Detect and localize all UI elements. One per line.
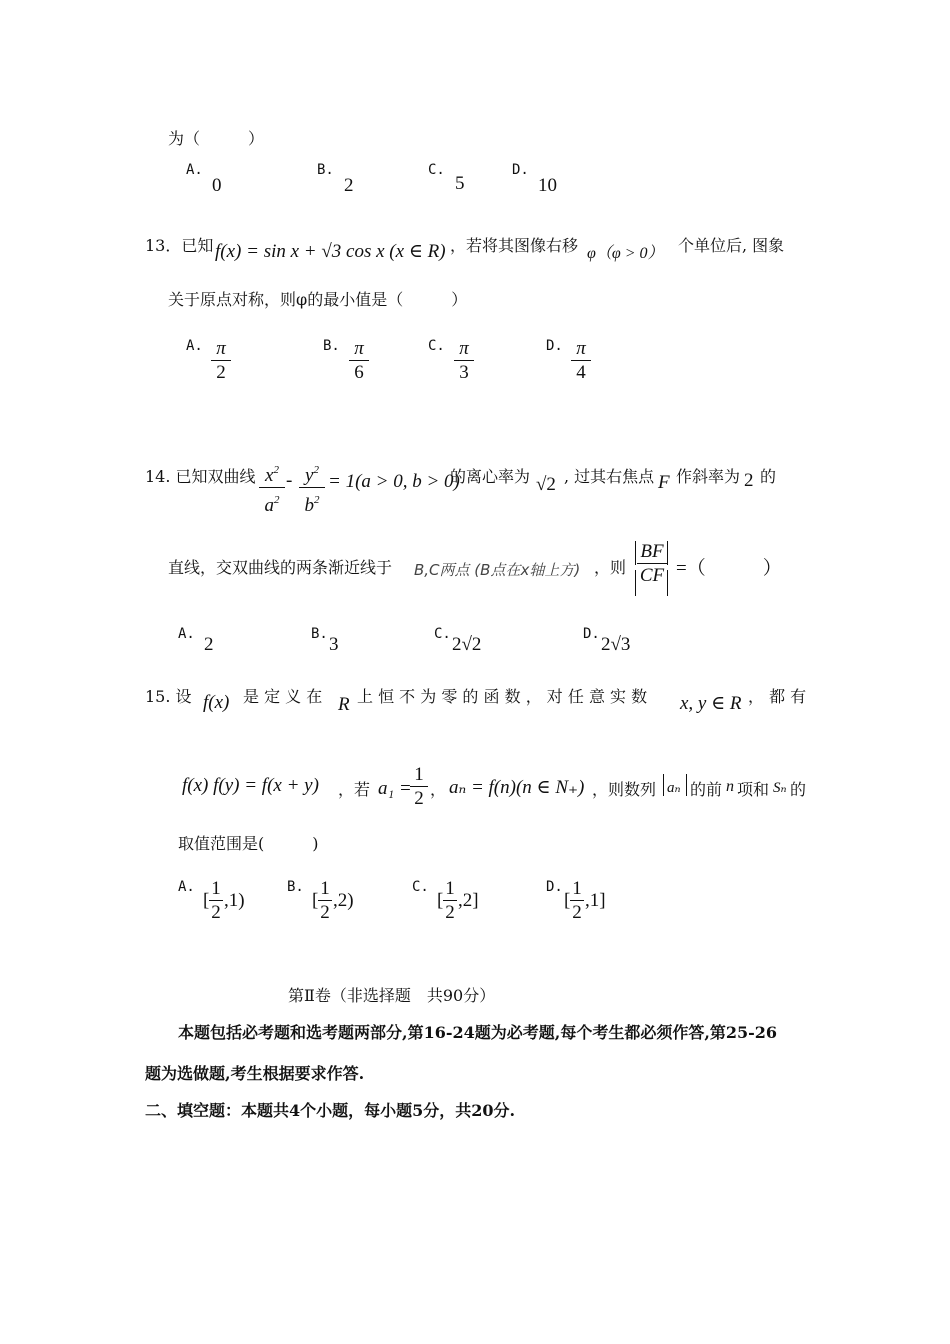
q14-option-d-label: D. [583, 626, 600, 642]
q15-option-c: ,2] [458, 890, 479, 911]
q14-option-b-label: B. [311, 626, 328, 642]
q13-option-c-label: C. [428, 338, 445, 354]
q15-ruo: ，若 [338, 780, 371, 799]
q14-points: B,C两点 (B点在x轴上方) [414, 561, 581, 579]
q15-option-d: ,1] [585, 890, 606, 911]
q15-seq-label: ，则数列 [592, 780, 657, 799]
q15-a1-value: $\frac{1}{2}$ [410, 764, 428, 811]
q14-line2: 直线，交双曲线的两条渐近线于 [168, 558, 393, 577]
q15-number: 15. 设 [145, 687, 192, 706]
q14-option-b: 3 [329, 634, 339, 655]
q15-desc: 上 恒 不 为 零 的 函 数 ， 对 任 意 实 数 [357, 687, 648, 706]
q15-a1: a₁ = [378, 778, 412, 799]
section-desc-line1: 本题包括必考题和选考题两部分,第16-24题为必考题,每个考生都必须作答,第25-26 [178, 1023, 778, 1042]
q14-option-d: 2√3 [601, 634, 631, 655]
q14-F: F [658, 472, 670, 493]
q15-front: 的前 [690, 780, 723, 799]
q15-option-c-open: [ [437, 890, 444, 911]
q14-then: ，则 [594, 558, 627, 577]
q13-option-d: $\frac{\pi}{4}$ [571, 338, 591, 385]
q13-option-c: $\frac{\pi}{3}$ [454, 338, 474, 385]
q14-option-a: 2 [204, 634, 214, 655]
q13-option-d-label: D. [546, 338, 563, 354]
q13-phi: φ（φ > 0） [587, 245, 664, 262]
q12-option-d: 10 [538, 175, 557, 196]
q15-option-b-label: B. [287, 879, 304, 895]
q13-line2: 关于原点对称，则φ的最小值是（ ） [168, 290, 468, 309]
q13-option-a-label: A. [186, 338, 203, 354]
q15-all: ， 都 有 [748, 687, 807, 706]
q14-focus: , 过其右焦点 [564, 467, 655, 486]
q15-n: n [726, 778, 734, 795]
q15-option-a: ,1) [224, 890, 245, 911]
q14-ratio: $\frac{BF}{CF}$ [637, 541, 667, 588]
q14-option-c-label: C. [434, 626, 451, 642]
q15-option-a-label: A. [178, 879, 195, 895]
q12-option-d-label: D. [512, 162, 529, 178]
q15-option-a-frac: $\frac{1}{2}$ [209, 878, 223, 925]
q15-an: aₙ = f(n)(n ∈ N₊) [449, 777, 585, 798]
q15-option-c-label: C. [412, 879, 429, 895]
q14-sqrt2: √2 [536, 474, 556, 495]
q14-equation-tail: = 1(a > 0, b > 0) [328, 471, 460, 492]
q15-option-d-label: D. [546, 879, 563, 895]
q14-minus: - [286, 470, 293, 491]
q15-option-c-frac: $\frac{1}{2}$ [443, 878, 457, 925]
q12-option-b-label: B. [317, 162, 334, 178]
q15-option-b: ,2) [333, 890, 354, 911]
q15-option-a-open: [ [203, 890, 210, 911]
q15-sum: 项和 [737, 780, 770, 799]
q12-option-a-label: A. [186, 162, 203, 178]
q12-option-b: 2 [344, 175, 354, 196]
q14-equals: =（ ） [676, 558, 782, 579]
q13-tail: 个单位后, 图象 [678, 236, 785, 255]
q15-xy: x, y ∈ R [680, 693, 742, 714]
q13-option-a: $\frac{\pi}{2}$ [211, 338, 231, 385]
q14-de: 的 [760, 467, 777, 486]
q13-option-b-label: B. [323, 338, 340, 354]
q15-de: 的 [790, 780, 807, 799]
q15-fx: f(x) [203, 692, 230, 713]
q12-option-c: 5 [455, 173, 465, 194]
part2-heading: 二、填空题：本题共4个小题，每小题5分，共20分. [145, 1101, 516, 1120]
q15-option-b-frac: $\frac{1}{2}$ [318, 878, 332, 925]
q14-y2-over-b2: $\frac{y^2}{b^2}$ [299, 459, 325, 518]
q13-function: f(x) = sin x + √3 cos x (x ∈ R) [215, 241, 446, 262]
q12-option-c-label: C. [428, 162, 445, 178]
section-desc-line2: 题为选做题,考生根据要求作答. [145, 1064, 365, 1083]
q15-R: R [338, 694, 350, 715]
q14-two: 2 [744, 470, 754, 491]
q14-slope: 作斜率为 [676, 467, 741, 486]
q12-option-a: 0 [212, 175, 222, 196]
q15-comma: ， [430, 780, 447, 799]
q15-option-d-open: [ [564, 890, 571, 911]
section-title: 第Ⅱ卷（非选择题 共90分） [288, 986, 496, 1005]
q15-Sn: Sₙ [773, 780, 787, 796]
q15-seq: aₙ [667, 780, 681, 796]
q13-option-b: $\frac{\pi}{6}$ [349, 338, 369, 385]
q13-mid: ，若将其图像右移 [450, 236, 579, 255]
q15-functional-eq: f(x) f(y) = f(x + y) [182, 775, 319, 796]
q13-number: 13．已知 [145, 236, 214, 255]
q15-line3: 取值范围是( ) [178, 834, 319, 853]
q12-tail: 为（ ） [168, 129, 265, 148]
q14-option-a-label: A. [178, 626, 195, 642]
q15-option-d-frac: $\frac{1}{2}$ [570, 878, 584, 925]
q14-option-c: 2√2 [452, 634, 482, 655]
q14-eccentricity: 的离心率为 [450, 467, 531, 486]
q15-option-b-open: [ [312, 890, 319, 911]
q14-x2-over-a2: $\frac{x^2}{a^2}$ [259, 459, 285, 518]
q15-def: 是 定 义 在 [243, 687, 323, 706]
q14-number: 14. 已知双曲线 [145, 467, 256, 486]
